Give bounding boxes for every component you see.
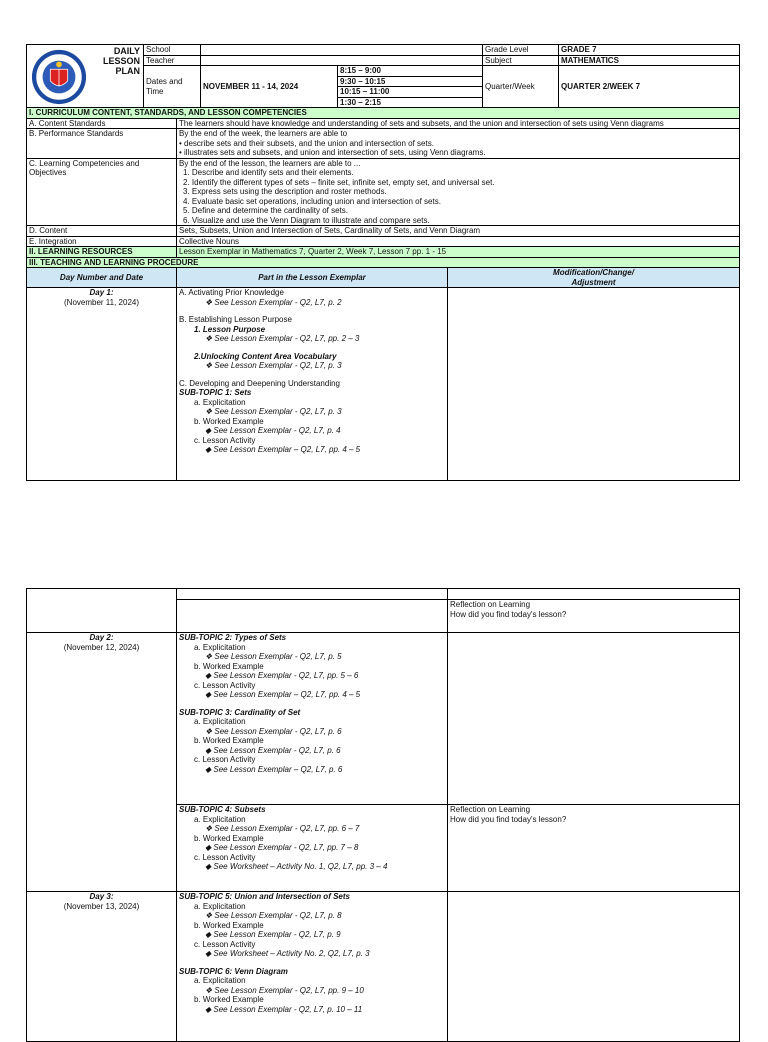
time-slot: 1:30 – 2:15 xyxy=(338,97,483,108)
lesson-part-line: SUB-TOPIC 3: Cardinality of Set xyxy=(179,707,301,717)
lesson-part-line: b. Worked Example xyxy=(194,995,264,1004)
lesson-part-line: ❖ See Lesson Exemplar - Q2, L7, pp. 9 – 10 xyxy=(205,985,364,995)
lesson-part-line: ◆ See Lesson Exemplar - Q2, L7, p. 9 xyxy=(205,930,341,939)
title-line: DAILY xyxy=(113,46,140,56)
reflection-cell xyxy=(448,805,740,892)
lesson-part-line: ◆ See Worksheet – Activity No. 2, Q2, L7, p. 3 xyxy=(205,949,370,958)
performance-standards-value xyxy=(177,129,740,159)
subject-value: MATHEMATICS xyxy=(559,55,740,66)
lesson-part-line: ◆ See Lesson Exemplar – Q2, L7, pp. 4 – 5 xyxy=(205,690,361,699)
competency-line: 2. Identify the different types of sets – finite set, infinite set, empty set, and universal set. xyxy=(183,177,495,187)
blank-part-cell xyxy=(177,589,448,600)
spacer xyxy=(179,307,445,315)
lesson-part-line: ◆ See Lesson Exemplar – Q2, L7, p. 6 xyxy=(205,764,343,774)
lesson-part-line: b. Worked Example xyxy=(194,416,264,426)
day-label: Day 1: xyxy=(89,288,114,297)
grade-level-value: GRADE 7 xyxy=(559,45,740,56)
grade-level-label: Grade Level xyxy=(483,45,559,56)
competency-line: By the end of the lesson, the learners are able to ... xyxy=(179,158,361,168)
curriculum-table xyxy=(26,107,740,268)
lesson-part-line: ❖ See Lesson Exemplar - Q2, L7, p. 2 xyxy=(205,297,342,307)
performance-line: • describe sets and their subsets, and the union and intersection of sets. xyxy=(179,138,434,148)
reflection-question: How did you find today's lesson? xyxy=(450,814,567,824)
day-label: Day 2: xyxy=(89,633,114,642)
performance-line: By the end of the week, the learners are able to xyxy=(179,129,348,138)
blank-mod-cell xyxy=(448,589,740,600)
lesson-part-line: ❖ See Lesson Exemplar - Q2, L7, pp. 6 – 7 xyxy=(205,824,360,833)
lesson-part-line: c. Lesson Activity xyxy=(194,435,256,445)
lesson-plan-page-2 xyxy=(26,588,740,1042)
blank-part-cell xyxy=(177,600,448,633)
lesson-part-line: a. Explicitation xyxy=(194,976,246,985)
lesson-part-line: SUB-TOPIC 4: Subsets xyxy=(179,805,266,814)
performance-standards-label: B. Performance Standards xyxy=(27,129,177,159)
lesson-part-line: ◆ See Lesson Exemplar - Q2, L7, pp. 7 – 8 xyxy=(205,843,359,852)
lesson-part-line: a. Explicitation xyxy=(194,901,246,911)
day-1-modification xyxy=(448,288,740,481)
lesson-part-line: SUB-TOPIC 5: Union and Intersection of Sets xyxy=(179,892,350,901)
section-heading-procedure: III. TEACHING AND LEARNING PROCEDURE xyxy=(27,257,740,268)
lesson-part-line: a. Explicitation xyxy=(194,717,246,726)
subject-label: Subject xyxy=(483,55,559,66)
competency-line: 6. Visualize and use the Venn Diagram to illustrate and compare sets. xyxy=(183,215,430,225)
lesson-part-line: c. Lesson Activity xyxy=(194,755,256,764)
competency-line: 3. Express sets using the description and roster methods. xyxy=(183,187,387,196)
reflection-cell xyxy=(448,600,740,633)
lesson-part-line: ◆ See Lesson Exemplar - Q2, L7, p. 6 xyxy=(205,745,341,755)
modification-column-header: Modification/Change/ Adjustment xyxy=(448,268,740,288)
lesson-part-line: ◆ See Lesson Exemplar - Q2, L7, p. 10 – 11 xyxy=(205,1004,363,1014)
lesson-part-line: ◆ See Lesson Exemplar - Q2, L7, p. 4 xyxy=(205,426,341,435)
daily-lesson-plan-title xyxy=(103,46,140,76)
lesson-part-line: c. Lesson Activity xyxy=(194,680,256,690)
spacer xyxy=(179,344,445,352)
lesson-part-line: 1. Lesson Purpose xyxy=(194,324,266,334)
spacer xyxy=(179,371,445,379)
lesson-part-line: ❖ See Lesson Exemplar - Q2, L7, pp. 2 – 3 xyxy=(205,334,360,343)
lesson-part-line: c. Lesson Activity xyxy=(194,852,256,862)
resources-value: Lesson Exemplar in Mathematics 7, Quarter 2, Week 7, Lesson 7 pp. 1 - 15 xyxy=(177,247,740,258)
lesson-part-line: ❖ See Lesson Exemplar - Q2, L7, p. 8 xyxy=(205,911,342,920)
quarter-value: QUARTER 2/WEEK 7 xyxy=(559,66,740,108)
school-label: School xyxy=(144,45,201,56)
lesson-part-line: a. Explicitation xyxy=(194,397,246,407)
deped-seal-icon xyxy=(30,48,88,106)
header-table xyxy=(26,44,740,108)
content-standards-value: The learners should have knowledge and understanding of sets and subsets, and the union and intersection of sets using Venn diagrams xyxy=(177,118,740,129)
spacer xyxy=(179,959,445,967)
spacer xyxy=(179,700,445,708)
day-2-cell xyxy=(27,633,177,892)
reflection-title: Reflection on Learning xyxy=(450,805,531,814)
time-slot: 10:15 – 11:00 xyxy=(338,87,483,98)
day-1-cell xyxy=(27,288,177,481)
lesson-part-line: ❖ See Lesson Exemplar - Q2, L7, p. 3 xyxy=(205,407,342,416)
day-column-header: Day Number and Date xyxy=(27,268,177,288)
lesson-part-line: a. Explicitation xyxy=(194,642,246,652)
school-value xyxy=(201,45,483,56)
part-column-header: Part in the Lesson Exemplar xyxy=(177,268,448,288)
day-date: (November 11, 2024) xyxy=(64,297,139,307)
lesson-part-line: b. Worked Example xyxy=(194,833,264,843)
day-3-lesson-parts xyxy=(177,892,448,1042)
competency-line: 4. Evaluate basic set operations, including union and intersection of sets. xyxy=(183,196,441,206)
lesson-part-line: SUB-TOPIC 2: Types of Sets xyxy=(179,633,287,642)
lesson-part-line: SUB-TOPIC 1: Sets xyxy=(179,388,252,397)
section-heading-curriculum: I. CURRICULUM CONTENT, STANDARDS, AND LESSON COMPETENCIES xyxy=(27,108,740,119)
day-label: Day 3: xyxy=(89,892,114,901)
quarter-label: Quarter/Week xyxy=(483,66,559,108)
teacher-label: Teacher xyxy=(144,55,201,66)
lesson-part-line: B. Establishing Lesson Purpose xyxy=(179,315,292,324)
reflection-title: Reflection on Learning xyxy=(450,600,531,609)
lesson-part-line: a. Explicitation xyxy=(194,814,246,824)
content-value: Sets, Subsets, Union and Intersection of Sets, Cardinality of Sets, and Venn Diagram xyxy=(177,226,740,237)
blank-day-cell xyxy=(27,589,177,633)
dates-value: NOVEMBER 11 - 14, 2024 xyxy=(201,66,338,108)
dates-label: Dates and Time xyxy=(144,66,201,108)
competency-line: 1. Describe and identify sets and their elements. xyxy=(183,168,354,177)
day-3-modification xyxy=(448,892,740,1042)
competencies-label: C. Learning Competencies and Objectives xyxy=(27,158,177,226)
lesson-part-line: A. Activating Prior Knowledge xyxy=(179,288,284,297)
day-date: (November 12, 2024) xyxy=(63,642,140,652)
lesson-part-line: 2.Unlocking Content Area Vocabulary xyxy=(194,351,337,361)
teacher-value xyxy=(201,55,483,66)
day-3-cell xyxy=(27,892,177,1042)
lesson-part-line: ❖ See Lesson Exemplar - Q2, L7, p. 6 xyxy=(205,726,342,736)
lesson-part-line: ❖ See Lesson Exemplar - Q2, L7, p. 3 xyxy=(205,361,342,370)
competencies-value xyxy=(177,158,740,226)
day-date: (November 13, 2024) xyxy=(63,901,140,911)
lesson-part-line: ◆ See Worksheet – Activity No. 1, Q2, L7, pp. 3 – 4 xyxy=(205,862,388,871)
integration-label: E. Integration xyxy=(27,236,177,247)
lesson-part-line: b. Worked Example xyxy=(194,736,264,745)
procedure-table-page-2 xyxy=(26,588,740,1042)
lesson-part-line: c. Lesson Activity xyxy=(194,939,256,949)
lesson-part-line: b. Worked Example xyxy=(194,920,264,930)
lesson-part-line: ◆ See Lesson Exemplar - Q2, L7, pp. 5 – 6 xyxy=(205,671,359,680)
integration-value: Collective Nouns xyxy=(177,236,740,247)
procedure-table-page-1 xyxy=(26,267,740,481)
title-line: PLAN xyxy=(115,66,140,76)
lesson-plan-page-1 xyxy=(26,44,740,481)
day-2-lesson-parts-b xyxy=(177,805,448,892)
day-1-lesson-parts xyxy=(177,288,448,481)
day-2-lesson-parts-a xyxy=(177,633,448,805)
logo-title-cell xyxy=(27,45,144,108)
competency-line: 5. Define and determine the cardinality of sets. xyxy=(183,206,348,215)
title-line: LESSON xyxy=(102,56,140,66)
section-heading-resources: II. LEARNING RESOURCES xyxy=(27,247,177,258)
reflection-question: How did you find today's lesson? xyxy=(450,609,567,619)
content-standards-label: A. Content Standards xyxy=(27,118,177,129)
lesson-part-line: SUB-TOPIC 6: Venn Diagram xyxy=(179,966,288,976)
lesson-part-line: ◆ See Lesson Exemplar – Q2, L7, pp. 4 – 5 xyxy=(205,445,361,454)
lesson-part-line: b. Worked Example xyxy=(194,661,264,671)
time-slot: 9:30 – 10:15 xyxy=(338,76,483,87)
day-2-modification xyxy=(448,633,740,805)
content-label: D. Content xyxy=(27,226,177,237)
lesson-part-line: ❖ See Lesson Exemplar - Q2, L7, p. 5 xyxy=(205,652,342,661)
performance-line: • illustrates sets and subsets, and union and intersection of sets, using Venn diagrams. xyxy=(179,148,486,157)
time-slot: 8:15 – 9:00 xyxy=(338,66,483,77)
lesson-part-line: C. Developing and Deepening Understanding xyxy=(179,378,340,388)
